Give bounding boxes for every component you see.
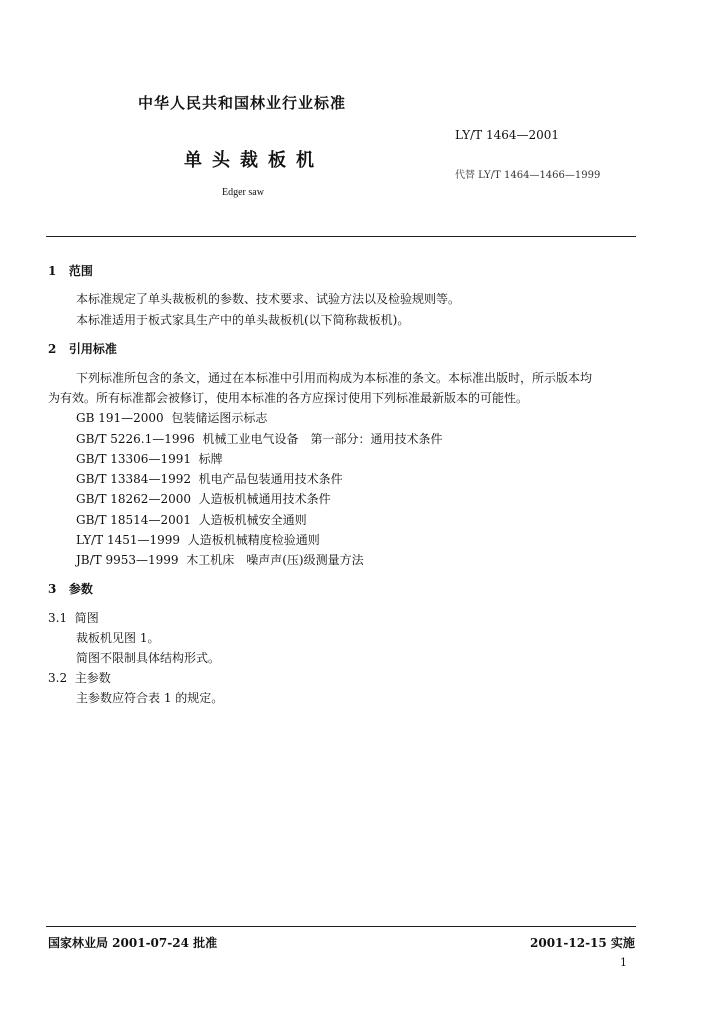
footer-divider: [46, 926, 636, 927]
section-title: 范围: [68, 264, 93, 278]
section-1-para-1: 本标准规定了单头裁板机的参数、技术要求、试验方法以及检验规则等。: [76, 292, 461, 306]
reference-item: GB/T 5226.1—1996 机械工业电气设备 第一部分：通用技术条件: [76, 432, 443, 446]
reference-item: GB/T 18262—2000 人造板机械通用技术条件: [76, 492, 331, 506]
reference-item: GB/T 18514—2001 人造板机械安全通则: [76, 513, 307, 527]
reference-item: LY/T 1451—1999 人造板机械精度检验通则: [76, 533, 320, 547]
replaces-standard: 代替 LY/T 1464—1466—1999: [455, 170, 601, 181]
section-1-heading: [48, 262, 93, 279]
reference-item: GB 191—2000 包装储运图示标志: [76, 411, 268, 425]
section-2-heading: [48, 340, 117, 357]
reference-item: GB/T 13306—1991 标牌: [76, 452, 223, 466]
issuing-organization: 中华人民共和国林业行业标准: [138, 94, 347, 112]
english-title: Edger saw: [222, 187, 264, 198]
section-title: 引用标准: [68, 342, 117, 356]
section-number: 2: [48, 342, 57, 356]
subsection-3-2-line-1: 主参数应符合表 1 的规定。: [76, 691, 224, 705]
standard-code: LY/T 1464—2001: [455, 128, 560, 142]
subsection-3-1-heading: 3.1 简图: [48, 611, 99, 625]
section-2-intro-line-2: 为有效。所有标准都会被修订，使用本标准的各方应探讨使用下列标准最新版本的可能性。: [48, 391, 529, 405]
section-number: 3: [48, 582, 57, 596]
page-number: 1: [620, 956, 627, 969]
document-title: 单头裁板机: [184, 150, 324, 171]
section-3-heading: [48, 580, 93, 597]
subsection-3-1-line-1: 裁板机见图 1。: [76, 631, 160, 645]
implementation-date: 2001-12-15 实施: [530, 936, 635, 950]
subsection-3-2-heading: 3.2 主参数: [48, 671, 111, 685]
approval-date: 国家林业局 2001-07-24 批准: [48, 936, 218, 950]
section-1-para-2: 本标准适用于板式家具生产中的单头裁板机(以下简称裁板机)。: [76, 313, 410, 327]
header-divider: [46, 236, 636, 237]
subsection-3-1-line-2: 简图不限制具体结构形式。: [76, 651, 221, 665]
section-title: 参数: [68, 582, 93, 596]
reference-item: JB/T 9953—1999 木工机床 噪声声(压)级测量方法: [76, 553, 364, 567]
section-2-intro-line-1: 下列标准所包含的条文，通过在本标准中引用而构成为本标准的条文。本标准出版时，所示版本均: [76, 371, 593, 385]
reference-item: GB/T 13384—1992 机电产品包装通用技术条件: [76, 472, 343, 486]
section-number: 1: [48, 264, 57, 278]
